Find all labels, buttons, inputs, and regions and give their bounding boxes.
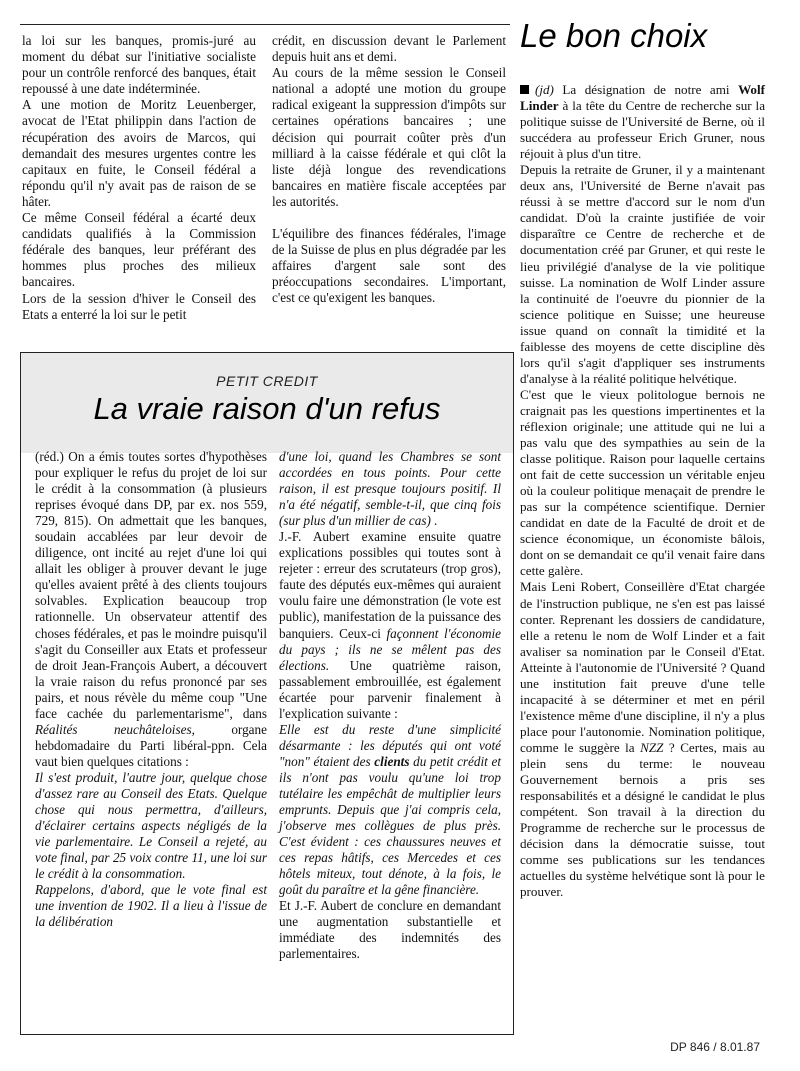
top-rule [20, 24, 510, 25]
text: du petit crédit et ils n'ont pas voulu qu'une loi trop tutélaire les empêchât de multiplier leurs emprunts. Depuis que j'ai compris cela, j'observe mes collègues de plus près. C'est évident : ces chaussures neuves et ces repas hâtifs, ces Mercedes et ces hôtels miteux, tout dénote, à la fois, le goût du paraître et la gêne financière. [279, 753, 501, 898]
text: Mais Leni Robert, Conseillère d'Etat chargée de l'instruction publique, ne s'en est pas laissé conter. Reprenant les dossiers de candidature, elle a retenu le nom de Wolf Linder et a fait avaliser sa nomination par le Conseil d'Etat. Atteinte à l'autonomie de l'Université ? Quand une institution fait preuve d'une telle incapacité à se déterminer et met en péril l'existence même d'une discipline, il n'y a plus place pour l'autonomie. Nomination politique, comme le suggère la [520, 579, 765, 755]
quote: d'une loi, quand les Chambres se sont accordées en tous points. Pour cette raison, il est presque toujours positif. Il n'a été négatif, semble-t-il, que cinq fois (sur plus d'un millier de cas) . [279, 449, 501, 529]
paragraph [35, 449, 267, 770]
text: Une quatrième raison, passablement embrouillée, est également écartée pour parvenir finalement à l'explication suivante : [279, 657, 501, 721]
text: , organe hebdomadaire du Parti libéral-ppn. Cela vaut bien quelques citations : [35, 721, 267, 769]
box-title: La vraie raison d'un refus [93, 391, 441, 426]
byline: (jd) [535, 82, 554, 97]
publication-name: Réalités neuchâteloises [35, 721, 192, 737]
paragraph [520, 579, 765, 900]
box-kicker: PETIT CREDIT [216, 373, 318, 389]
publication-name: NZZ [640, 739, 664, 755]
square-bullet-icon [520, 85, 529, 94]
petit-credit-box [20, 352, 514, 1035]
paragraph: Ce même Conseil fédéral a écarté deux candidats qualifiés à la Commission fédérale des banques, leur préférant des hommes plus proches des milieux bancaires. [22, 210, 256, 290]
text: La désignation de notre ami [562, 82, 730, 97]
quote [279, 722, 501, 899]
lead-article-column-2 [272, 33, 506, 307]
paragraph: A une motion de Moritz Leuenberger, avocat de l'Etat philippin dans l'action de récupération des avoirs de Marcos, qui demandait des mesures urgentes contre les capitaux en fuite, le Conseil fédéral a répondu qu'il n'y avait pas de raison de se hâter. [22, 97, 256, 209]
text: Elle est du reste d'une simplicité désarmante : les députés qui ont voté "non" étaient des [279, 721, 501, 769]
emphasis: clients [374, 753, 410, 769]
paragraph: la loi sur les banques, promis-juré au moment du débat sur l'initiative socialiste pour un contrôle renforcé des banques, était repoussé à une date indéterminée. [22, 33, 256, 97]
paragraph: crédit, en discussion devant le Parlement depuis huit ans et demi. [272, 33, 506, 65]
paragraph: Lors de la session d'hiver le Conseil des Etats a enterré la loi sur le petit [22, 290, 256, 322]
quote: Il s'est produit, l'autre jour, quelque chose d'assez rare au Conseil des Etats. Quelque chose qui nous permettra, d'ailleurs, d'éclairer certains aspects négligés de la vie parlementaire. Le Conseil a rejeté, au vote final, par 25 voix contre 11, une loi sur le crédit à la consommation. [35, 769, 267, 882]
paragraph: Au cours de la même session le Conseil national a adopté une motion du groupe radical exigeant la suppression d'impôts sur certaines opérations bancaires ; une décision qui pourrait coûter près d'un milliard à la caisse fédérale et qui clôt la liste déjà longue des revendications bancaires en matière fiscale acceptées par les autorités. [272, 65, 506, 209]
paragraph: L'équilibre des finances fédérales, l'image de la Suisse de plus en plus dégradée par les affaires d'argent sale sont des préoccupations secondaires. L'important, c'est ce qu'exigent les banques. [272, 226, 506, 306]
text: ? Certes, mais au plein sens du terme: le nouveau Gouvernement bernois a pris ses responsabilités et a désigné le candidat le plus compétent. Son travail à la direction du Programme de recherche sur le processus de décision dans la démocratie suisse, tout comme ses publications sur les tendances actuelles du système helvétique sont là pour le prouver. [520, 739, 765, 900]
side-article-intro [520, 82, 765, 162]
text: J.-F. Aubert examine ensuite quatre explications possibles qui toutes sont à rejeter : erreur des scrutateurs (trop gros), faute des députés eux-mêmes qui auraient voulu faire une démonstration (le vote est public), manifestation de la puissance des banquiers. Ceux-ci [279, 529, 501, 641]
quote: Rappelons, d'abord, que le vote final est une invention de 1902. Il a lieu à l'issue de la délibération [35, 882, 267, 930]
lead-article-column-1 [22, 33, 256, 323]
paragraph: Depuis la retraite de Gruner, il y a maintenant deux ans, l'Université de Berne n'avait pas réussi à se mettre d'accord sur le nom d'un candidat. D'où la crainte justifiée de voir disparaître ce Centre de recherche et de documentation créé par Gruner, et qui reste le lieu privilégié d'analyse de la vie politique suisse. La nomination de Wolf Linder assure la continuité de l'oeuvre du pionnier de la science politique en Suisse; une heureuse issue quand on connaît la timidité et la faiblesse des moyens de cette discipline dès lors qu'il s'agit d'appliquer ses instruments d'analyse à la réalité politique helvétique. [520, 162, 765, 386]
box-column-2 [279, 449, 501, 963]
issue-footer: DP 846 / 8.01.87 [670, 1040, 760, 1054]
side-article-title: Le bon choix [520, 17, 708, 54]
text: (réd.) On a émis toutes sortes d'hypothèses pour expliquer le refus du projet de loi sur le crédit à la consommation (à plusieurs reprises évoqué dans DP, par ex. nos 559, 729, 815). On admettait que les banques, soudain accablées par leur devoir de diligence, ont incité au rejet d'une loi qui allait les obliger à prouver devant le juge qu'elles avaient prêté à des clients toujours solvables. Explication beaucoup trop rationnelle. Un observateur attentif des choses fédérales, et pas le moindre puisqu'il s'agit du Conseiller aux Etats et professeur de droit Jean-François Aubert, a découvert la vraie raison du refus prononcé par ses pairs, et nous révèle du même coup "Une face cachée du parlementarisme", dans [35, 449, 267, 721]
side-article-column [520, 82, 765, 900]
paragraph: Et J.-F. Aubert de conclure en demandant une augmentation substantielle et immédiate des indemnités des parlementaires. [279, 898, 501, 962]
person-name: Wolf Linder [520, 82, 765, 114]
paragraph [279, 529, 501, 722]
box-column-1 [35, 449, 267, 930]
paragraph: C'est que le vieux politologue bernois ne craignait pas les questions impertinentes et la réflexion originale; une attitude qui ne lui a pas valu que des sympathies au sein de la classe politique. Raison pour laquelle certains ont fait de cette succession un véritable enjeu où la couleur politique menaçait de prendre le pas sur la compétence scientifique. Dernier candidat en date de la Faculté de droit et de science économique, un économiste bâlois, dont on se demandait ce qu'il venait faire dans cette galère. [520, 386, 765, 579]
quote-inline: façonnent l'économie du pays ; ils ne se mêlent pas des élections. [279, 625, 502, 673]
text: à la tête du Centre de recherche sur la politique suisse de l'Université de Berne, où il succédera au professeur Erich Gruner, nous réjouit à plus d'un titre. [520, 98, 766, 162]
